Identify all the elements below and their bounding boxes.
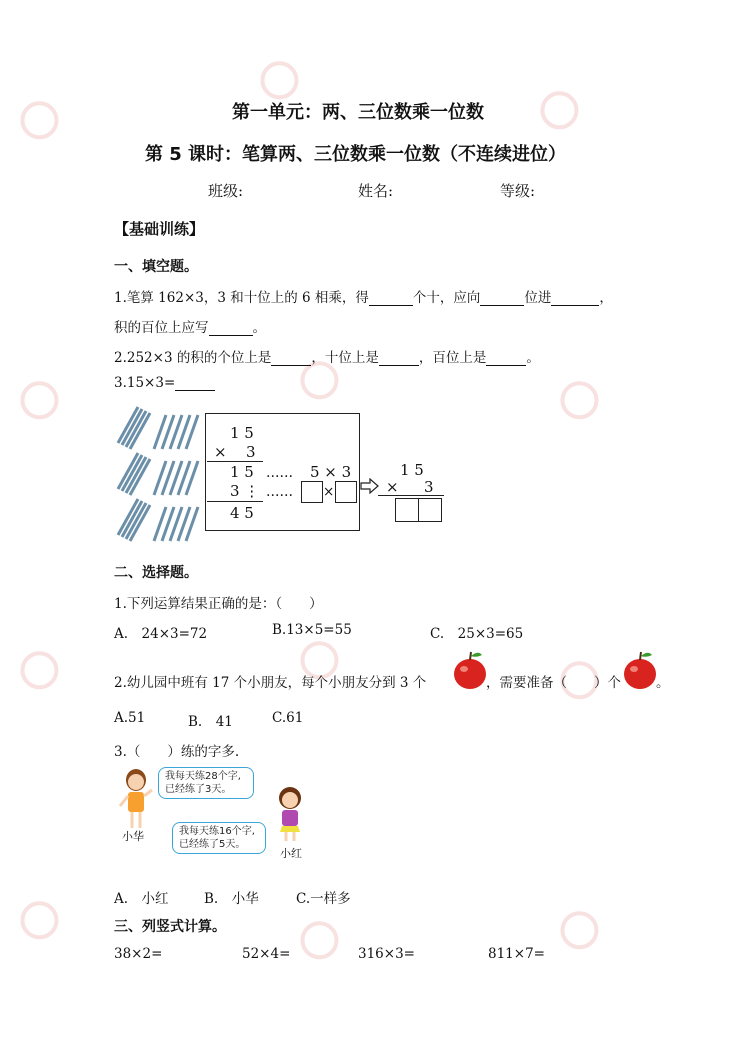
choice-q1-option-b[interactable]: B.13×5=55 — [272, 622, 352, 638]
vertical-item-2: 52×4= — [242, 946, 291, 962]
right-calc-rule — [378, 495, 444, 496]
answer-blank[interactable] — [551, 291, 599, 306]
right-answer-box[interactable] — [395, 498, 419, 522]
right-calc-top: 1 5 — [400, 461, 424, 479]
calc-dots-1: …… — [266, 465, 293, 481]
right-calc-times: × — [386, 478, 399, 496]
calc-rule — [207, 461, 263, 462]
fill-q1-line2: 积的百位上应写 。 — [114, 320, 266, 336]
watermark-logo — [533, 81, 590, 137]
lesson-title: 第 5 课时：笔算两、三位数乘一位数（不连续进位） — [145, 144, 567, 165]
calc-top: 1 5 — [230, 424, 254, 442]
calc-x: × — [323, 484, 335, 500]
counting-sticks-image — [114, 405, 204, 543]
choice-q3-option-c[interactable]: C.一样多 — [296, 891, 351, 907]
calc-dots-2: …… — [266, 484, 293, 500]
answer-blank[interactable] — [486, 351, 526, 366]
grade-label: 等级: — [500, 182, 536, 200]
section-basic: 【基础训练】 — [114, 220, 205, 238]
apple-icon — [622, 650, 658, 690]
choice-q3-option-b[interactable]: B. 小华 — [204, 891, 259, 907]
choice-q2-text-c: 。 — [656, 675, 670, 691]
apple-icon — [452, 650, 488, 690]
watermark-logo — [13, 371, 70, 427]
choice-q2-text-b: ，需要准备（ ）个 — [486, 675, 621, 691]
choice-q3-option-a[interactable]: A. 小红 — [114, 891, 169, 907]
watermark-logo — [13, 891, 70, 947]
fill-q2: 2.252×3 的积的个位上是 ，十位上是 ，百位上是 。 — [114, 350, 540, 366]
fill-q1-line1: 1.笔算 162×3，3 和十位上的 6 相乘，得 个十，应向 位进 ， — [114, 290, 613, 306]
calc-answer-box[interactable] — [335, 481, 357, 503]
arrow-right-icon — [360, 478, 380, 494]
choice-q1-option-a[interactable]: A. 24×3=72 — [114, 626, 208, 642]
watermark-logo — [293, 911, 350, 967]
choice-q2-option-a[interactable]: A.51 — [114, 710, 146, 726]
answer-blank[interactable] — [369, 291, 413, 306]
choice-q3: 3.（ ）练的字多. — [114, 744, 240, 760]
watermark-logo — [13, 91, 70, 147]
watermark-logo — [553, 901, 610, 957]
watermark-logo — [13, 641, 70, 697]
name-label: 姓名: — [358, 182, 394, 200]
choice-q2-option-c[interactable]: C.61 — [272, 710, 304, 726]
choice-heading: 二、选择题。 — [114, 565, 198, 581]
watermark-logo — [553, 371, 610, 427]
speech-bubble-xiaohong: 我每天练16个字, 已经练了5天。 — [172, 822, 266, 854]
girl-xiaohua-illustration — [116, 766, 156, 832]
fill-q3: 3.15×3= — [114, 375, 215, 391]
name-xiaohua: 小华 — [122, 830, 144, 843]
fill-heading: 一、填空题。 — [114, 259, 198, 275]
calc-partial-1: 1 5 — [230, 463, 254, 481]
choice-q2-option-b[interactable]: B. 41 — [188, 714, 233, 730]
calc-mult: 3 — [246, 443, 256, 461]
answer-blank[interactable] — [379, 351, 419, 366]
choice-q1: 1.下列运算结果正确的是：（ ） — [114, 596, 323, 612]
calc-result: 4 5 — [230, 504, 254, 522]
right-calc-mult: 3 — [424, 478, 434, 496]
class-label: 班级: — [208, 182, 244, 200]
calc-answer-box[interactable] — [301, 481, 323, 503]
speech-bubble-xiaohua: 我每天练28个字, 已经练了3天。 — [158, 767, 254, 799]
vertical-item-4: 811×7= — [488, 946, 545, 962]
calc-expression: 5 × 3 — [310, 463, 352, 481]
unit-title: 第一单元：两、三位数乘一位数 — [232, 102, 484, 123]
calc-rule — [207, 501, 263, 502]
answer-blank[interactable] — [271, 351, 311, 366]
vertical-item-1: 38×2= — [114, 946, 163, 962]
answer-blank[interactable] — [209, 321, 253, 336]
right-answer-box[interactable] — [418, 498, 442, 522]
choice-q1-option-c[interactable]: C. 25×3=65 — [430, 626, 524, 642]
calc-times: × — [214, 443, 227, 461]
vertical-item-3: 316×3= — [358, 946, 415, 962]
vertical-heading: 三、列竖式计算。 — [114, 919, 226, 935]
answer-blank[interactable] — [175, 376, 215, 391]
choice-q2-text-a: 2.幼儿园中班有 17 个小朋友，每个小朋友分到 3 个 — [114, 675, 427, 691]
answer-blank[interactable] — [480, 291, 524, 306]
name-xiaohong: 小红 — [280, 847, 302, 860]
calc-partial-2: 3 ⋮ — [230, 482, 260, 500]
girl-xiaohong-illustration — [272, 786, 308, 842]
